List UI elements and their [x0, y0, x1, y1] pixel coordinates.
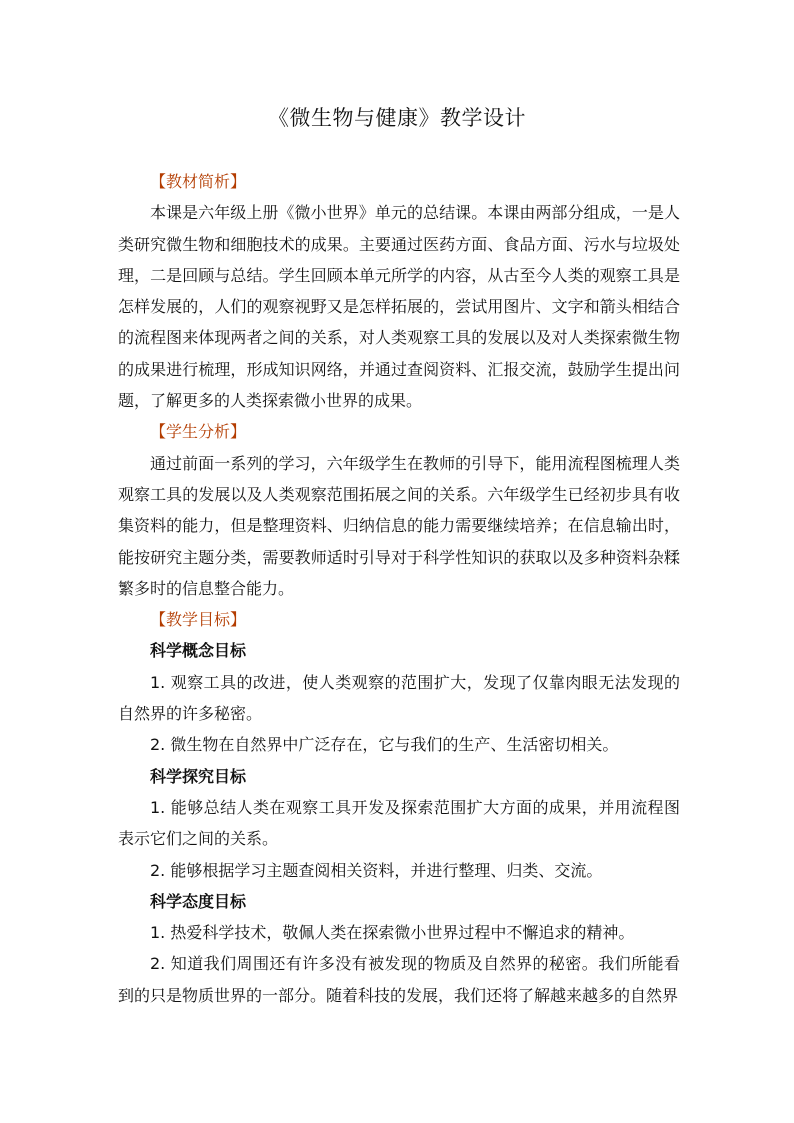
subheading-inquiry-goals: 科学探究目标 [150, 766, 247, 786]
document-body [118, 166, 680, 1011]
goal-item-concept-1: 1. 观察工具的改进，使人类观察的范围扩大，发现了仅靠肉眼无法发现的自然界的许多秘密。 [118, 672, 680, 724]
goal-item-attitude-2: 2. 知道我们周围还有许多没有被发现的物质及自然界的秘密。我们所能看到的只是物质世界的一部分。随着科技的发展，我们还将了解越来越多的自然界 [118, 954, 680, 1005]
subheading-attitude-goals: 科学态度目标 [150, 891, 247, 911]
goal-item-attitude-1: 1. 热爱科学技术，敬佩人类在探索微小世界过程中不懈追求的精神。 [150, 923, 635, 943]
goal-item-inquiry-2: 2. 能够根据学习主题查阅相关资料，并进行整理、归类、交流。 [150, 860, 603, 880]
goal-item-inquiry-1: 1. 能够总结人类在观察工具开发及探索范围扩大方面的成果，并用流程图表示它们之间的关系。 [118, 797, 680, 849]
paragraph-textbook-analysis: 本课是六年级上册《微小世界》单元的总结课。本课由两部分组成，一是人类研究微生物和细胞技术的成果。主要通过医药方面、食品方面、污水与垃圾处理，二是回顾与总结。学生回顾本单元所学的内容，从古至今人类的观察工具是怎样发展的，人们的观察视野又是怎样拓展的，尝试用图片、文字和箭头相结合的流程图来体现两者之间的关系，对人类观察工具的发展以及对人类探索微生物的成果进行梳理，形成知识网络，并通过查阅资料、汇报交流，鼓励学生提出问题，了解更多的人类探索微小世界的成果。 [118, 203, 680, 411]
subheading-concept-goals: 科学概念目标 [150, 641, 247, 661]
paragraph-student-analysis: 通过前面一系列的学习，六年级学生在教师的引导下，能用流程图梳理人类观察工具的发展以及人类观察范围拓展之间的关系。六年级学生已经初步具有收集资料的能力，但是整理资料、归纳信息的能力需要继续培养；在信息输出时，能按研究主题分类，需要教师适时引导对于科学性知识的获取以及多种资料杂糅繁多时的信息整合能力。 [118, 453, 680, 598]
section-heading-students: 【学生分析】 [150, 422, 247, 442]
goal-item-concept-2: 2. 微生物在自然界中广泛存在，它与我们的生产、生活密切相关。 [150, 735, 619, 755]
section-heading-textbook: 【教材简析】 [150, 172, 247, 191]
section-heading-goals: 【教学目标】 [150, 610, 247, 630]
document-title: 《微生物与健康》教学设计 [268, 106, 526, 130]
